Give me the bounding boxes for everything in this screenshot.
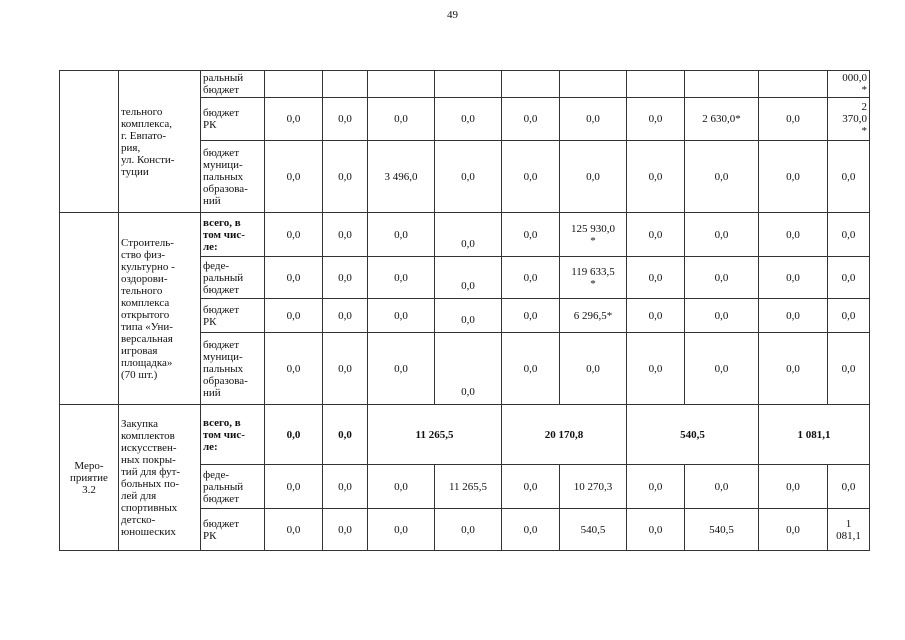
value-cell: 0,0	[368, 509, 435, 551]
value-cell: 6 296,5*	[560, 299, 627, 333]
value-cell: 0,0	[323, 257, 368, 299]
value-cell: 0,0	[685, 465, 759, 509]
value-cell: 1 081,1	[759, 405, 870, 465]
value-cell: 0,0	[265, 257, 323, 299]
object-cell: тельного комплекса, г. Евпато- рия, ул. Консти- туции	[119, 71, 201, 213]
value-cell: 540,5	[627, 405, 759, 465]
value-cell: 540,5	[560, 509, 627, 551]
value-cell: 0,0	[685, 213, 759, 257]
value-cell: 0,0	[685, 299, 759, 333]
value-cell: 0,0	[435, 333, 502, 405]
source-cell: бюджет РК	[201, 98, 265, 141]
source-cell: бюджет муници- пальных образова- ний	[201, 141, 265, 213]
value-cell: 0,0	[759, 299, 828, 333]
value-cell: 0,0	[627, 141, 685, 213]
value-cell: 0,0	[323, 465, 368, 509]
source-cell: всего, в том чис- ле:	[201, 405, 265, 465]
value-cell: 0,0	[685, 257, 759, 299]
table-row	[60, 71, 870, 98]
value-cell: 0,0	[265, 333, 323, 405]
value-cell: 0,0	[759, 465, 828, 509]
value-cell: 0,0	[828, 333, 870, 405]
value-cell: 0,0	[368, 333, 435, 405]
value-cell: 0,0	[627, 333, 685, 405]
budget-table	[59, 70, 870, 551]
value-cell: 0,0	[265, 405, 323, 465]
value-cell: 0,0	[828, 299, 870, 333]
value-cell: 0,0	[627, 257, 685, 299]
source-cell: ральный бюджет	[201, 71, 265, 98]
value-cell: 0,0	[828, 213, 870, 257]
value-cell: 0,0	[435, 141, 502, 213]
value-cell: 1 081,1	[828, 509, 870, 551]
source-cell: бюджет РК	[201, 509, 265, 551]
event-cell: Меро- приятие 3.2	[60, 405, 119, 551]
value-cell: 2 630,0*	[685, 98, 759, 141]
value-cell: 0,0	[759, 509, 828, 551]
value-cell: 0,0	[323, 509, 368, 551]
value-cell: 0,0	[685, 333, 759, 405]
value-cell: 0,0	[435, 509, 502, 551]
table-row	[60, 405, 870, 465]
value-cell: 0,0	[265, 299, 323, 333]
value-cell: 20 170,8	[502, 405, 627, 465]
source-cell: феде- ральный бюджет	[201, 465, 265, 509]
value-cell: 0,0	[828, 257, 870, 299]
value-cell: 0,0	[502, 333, 560, 405]
source-cell: бюджет РК	[201, 299, 265, 333]
value-cell: 0,0	[627, 299, 685, 333]
value-cell: 0,0	[502, 213, 560, 257]
source-cell: всего, в том чис- ле:	[201, 213, 265, 257]
value-cell: 0,0	[368, 257, 435, 299]
value-cell: 000,0 *	[828, 71, 870, 98]
value-cell: 0,0	[323, 405, 368, 465]
value-cell: 0,0	[759, 213, 828, 257]
value-cell: 0,0	[368, 213, 435, 257]
value-cell: 119 633,5 *	[560, 257, 627, 299]
value-cell: 540,5	[685, 509, 759, 551]
event-cell	[60, 71, 119, 213]
value-cell: 0,0	[828, 465, 870, 509]
value-cell: 0,0	[502, 257, 560, 299]
value-cell: 0,0	[759, 257, 828, 299]
value-cell: 2 370,0 *	[828, 98, 870, 141]
value-cell: 0,0	[368, 98, 435, 141]
value-cell: 0,0	[759, 333, 828, 405]
source-cell: бюджет муници- пальных образова- ний	[201, 333, 265, 405]
value-cell: 0,0	[560, 141, 627, 213]
value-cell: 0,0	[502, 299, 560, 333]
value-cell: 0,0	[265, 213, 323, 257]
value-cell: 0,0	[435, 257, 502, 299]
value-cell: 0,0	[502, 509, 560, 551]
value-cell: 0,0	[627, 465, 685, 509]
value-cell: 0,0	[502, 465, 560, 509]
value-cell: 0,0	[502, 98, 560, 141]
value-cell: 0,0	[323, 141, 368, 213]
value-cell: 0,0	[265, 141, 323, 213]
value-cell: 0,0	[368, 299, 435, 333]
value-cell: 0,0	[265, 465, 323, 509]
event-cell	[60, 213, 119, 405]
value-cell: 3 496,0	[368, 141, 435, 213]
value-cell: 0,0	[560, 333, 627, 405]
value-cell: 0,0	[435, 213, 502, 257]
value-cell: 0,0	[435, 98, 502, 141]
value-cell: 0,0	[560, 98, 627, 141]
value-cell: 0,0	[265, 509, 323, 551]
value-cell: 0,0	[323, 98, 368, 141]
value-cell: 10 270,3	[560, 465, 627, 509]
value-cell: 0,0	[627, 213, 685, 257]
source-cell: феде- ральный бюджет	[201, 257, 265, 299]
value-cell: 0,0	[323, 299, 368, 333]
value-cell: 0,0	[759, 98, 828, 141]
value-cell: 11 265,5	[435, 465, 502, 509]
value-cell: 0,0	[759, 141, 828, 213]
value-cell: 0,0	[435, 299, 502, 333]
table-row	[60, 213, 870, 257]
value-cell: 0,0	[265, 98, 323, 141]
value-cell: 0,0	[502, 141, 560, 213]
value-cell: 0,0	[627, 98, 685, 141]
value-cell: 11 265,5	[368, 405, 502, 465]
value-cell: 0,0	[627, 509, 685, 551]
page-number: 49	[447, 9, 458, 21]
value-cell: 0,0	[685, 141, 759, 213]
value-cell: 0,0	[368, 465, 435, 509]
value-cell: 0,0	[828, 141, 870, 213]
object-cell: Строитель- ство физ- культурно - оздорови- тельного комплекса открытого типа «Уни- версальная игровая площадка» (70 шт.)	[119, 213, 201, 405]
value-cell: 0,0	[323, 333, 368, 405]
value-cell: 0,0	[323, 213, 368, 257]
object-cell: Закупка комплектов искусствен- ных покры- тий для фут- больных по- лей для спортивных детско- юношеских	[119, 405, 201, 551]
value-cell: 125 930,0 *	[560, 213, 627, 257]
